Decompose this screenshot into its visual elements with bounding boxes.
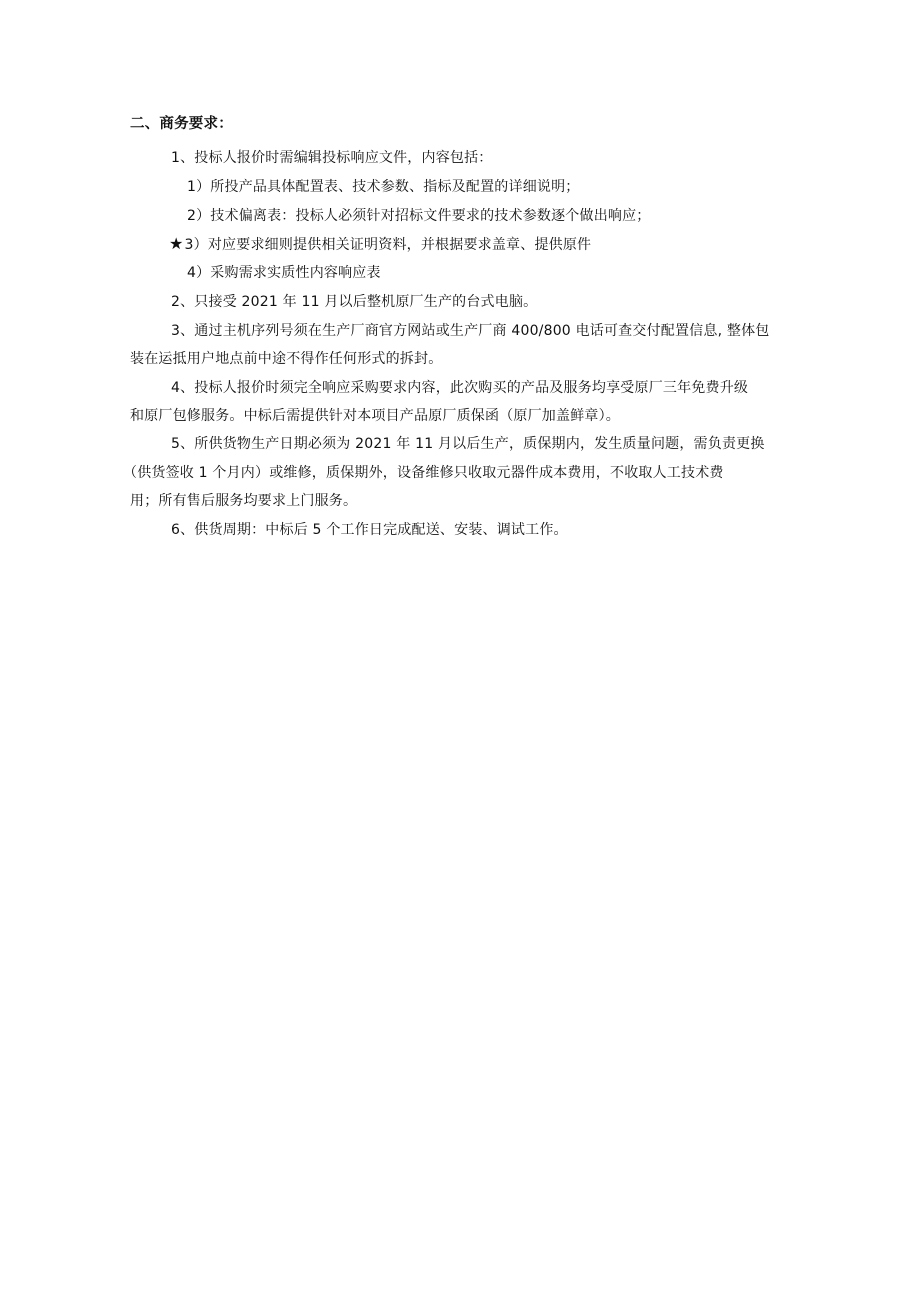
item-4-line-1: 4、投标人报价时须完全响应采购要求内容，此次购买的产品及服务均享受原厂三年免费升级 xyxy=(171,380,749,396)
item-3-line-2: 装在运抵用户地点前中途不得作任何形式的拆封。 xyxy=(130,351,443,367)
item-5-line-1: 5、所供货物生产日期必须为 2021 年 11 月以后生产，质保期内，发生质量问题，需负责更换 xyxy=(171,436,765,452)
item-3-line-1: 3、通过主机序列号须在生产厂商官方网站或生产厂商 400/800 电话可查交付配置信息, 整体包 xyxy=(171,323,770,339)
item-1: 1、投标人报价时需编辑投标响应文件，内容包括： xyxy=(171,150,493,166)
item-4-line-2: 和原厂包修服务。中标后需提供针对本项目产品原厂质保函（原厂加盖鲜章）。 xyxy=(130,408,620,424)
item-1-sub-1: 1）所投产品具体配置表、技术参数、指标及配置的详细说明； xyxy=(187,179,580,195)
item-1-sub-3-text: 3）对应要求细则提供相关证明资料，并根据要求盖章、提供原件 xyxy=(184,237,592,253)
item-1-sub-2: 2）技术偏离表：投标人必须针对招标文件要求的技术参数逐个做出响应； xyxy=(187,208,651,224)
section-heading: 二、商务要求： xyxy=(130,116,233,132)
item-1-sub-4: 4）采购需求实质性内容响应表 xyxy=(187,265,381,281)
item-5-line-2: （供货签收 1 个月内）或维修，质保期外，设备维修只收取元器件成本费用，不收取人工技术费 xyxy=(123,465,724,481)
item-1-sub-3 xyxy=(169,234,591,255)
item-6: 6、供货周期：中标后 5 个工作日完成配送、安装、调试工作。 xyxy=(171,522,568,538)
item-2: 2、只接受 2021 年 11 月以后整机原厂生产的台式电脑。 xyxy=(171,294,538,310)
star-icon: ★ xyxy=(169,234,184,253)
item-5-line-3: 用；所有售后服务均要求上门服务。 xyxy=(130,493,358,509)
